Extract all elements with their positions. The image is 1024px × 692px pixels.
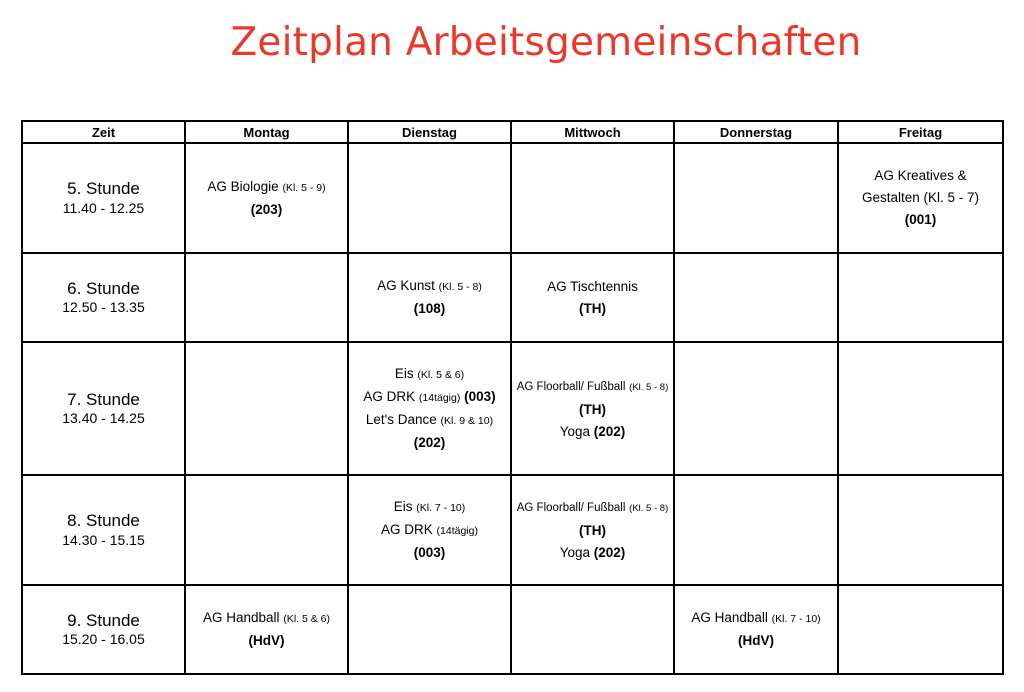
class-range: (Kl. 5 - 8) [629, 381, 669, 393]
room-label: (TH) [579, 300, 606, 316]
class-range: (Kl. 7 - 10) [416, 502, 466, 514]
course-name: AG Handball [691, 610, 768, 625]
course-name: Eis [393, 499, 413, 514]
time-cell [22, 585, 185, 674]
class-range: (Kl. 5 - 9) [282, 181, 326, 194]
cell-freitag [838, 253, 1003, 342]
cell-montag [185, 342, 348, 475]
cell-dienstag [348, 342, 511, 475]
header-montag: Montag [185, 121, 348, 143]
course-name: AG Tischtennis [547, 278, 638, 294]
room-label: (003) [413, 545, 446, 560]
room-label: (HdV) [248, 633, 285, 648]
cell-montag [185, 143, 348, 253]
room-label: (003) [464, 389, 496, 404]
cell-dienstag [348, 143, 511, 253]
room-label: (108) [413, 301, 446, 316]
header-freitag: Freitag [838, 121, 1003, 143]
period-label: 9. Stunde [67, 610, 140, 630]
room-label: (HdV) [738, 633, 774, 648]
course-name: Eis [394, 366, 414, 381]
course-name: Yoga [559, 545, 590, 560]
table-row [22, 475, 1003, 585]
header-zeit: Zeit [22, 121, 185, 143]
cell-dienstag [348, 585, 511, 674]
frequency-note: (14tägig) [436, 525, 478, 537]
cell-freitag [838, 585, 1003, 674]
time-range: 14.30 - 15.15 [62, 531, 145, 548]
room-label: (202) [593, 545, 626, 560]
table-row [22, 585, 1003, 674]
time-cell [22, 253, 185, 342]
class-range: (Kl. 5 - 8) [438, 281, 482, 293]
period-label: 5. Stunde [67, 179, 140, 199]
course-name: Yoga [559, 423, 590, 439]
cell-mittwoch [511, 342, 674, 475]
cell-mittwoch [511, 253, 674, 342]
room-label: (TH) [579, 401, 606, 417]
cell-montag [185, 585, 348, 674]
cell-donnerstag [674, 585, 838, 674]
course-name: AG DRK [363, 389, 416, 404]
room-label: (203) [250, 201, 283, 217]
time-range: 11.40 - 12.25 [62, 199, 145, 216]
cell-freitag [838, 342, 1003, 475]
room-label: (202) [593, 423, 626, 439]
time-cell [22, 143, 185, 253]
course-name: AG DRK [381, 522, 433, 537]
cell-freitag [838, 143, 1003, 253]
time-range: 15.20 - 16.05 [62, 631, 145, 648]
room-label: (TH) [579, 523, 606, 538]
schedule-table [21, 120, 1004, 675]
table-row [22, 143, 1003, 253]
cell-mittwoch [511, 585, 674, 674]
time-cell [22, 342, 185, 475]
course-name: Let's Dance [365, 412, 437, 427]
cell-donnerstag [674, 143, 838, 253]
class-range: (Kl. 5 & 6) [417, 369, 465, 381]
period-label: 7. Stunde [67, 389, 140, 409]
course-name: AG Floorball/ Fußball [516, 380, 626, 393]
cell-dienstag [348, 253, 511, 342]
time-cell [22, 475, 185, 585]
period-label: 8. Stunde [67, 511, 140, 531]
course-name-cont: Gestalten (Kl. 5 - 7) [861, 190, 980, 205]
cell-montag [185, 475, 348, 585]
cell-donnerstag [674, 342, 838, 475]
cell-dienstag [348, 475, 511, 585]
cell-montag [185, 253, 348, 342]
time-range: 13.40 - 14.25 [62, 410, 145, 427]
table-row [22, 342, 1003, 475]
course-name: AG Biologie [207, 178, 279, 194]
frequency-note: (14tägig) [418, 392, 461, 404]
cell-freitag [838, 475, 1003, 585]
class-range: (Kl. 7 - 10) [771, 613, 821, 625]
course-name: AG Handball [203, 610, 280, 625]
table-row [22, 253, 1003, 342]
cell-donnerstag [674, 475, 838, 585]
header-mittwoch: Mittwoch [511, 121, 674, 143]
header-donnerstag: Donnerstag [674, 121, 838, 143]
header-dienstag: Dienstag [348, 121, 511, 143]
cell-donnerstag [674, 253, 838, 342]
period-label: 6. Stunde [67, 278, 140, 298]
class-range: (Kl. 9 & 10) [440, 415, 494, 427]
class-range: (Kl. 5 - 8) [629, 503, 669, 514]
time-range: 12.50 - 13.35 [62, 299, 145, 316]
cell-mittwoch [511, 475, 674, 585]
header-row [22, 121, 1003, 143]
course-name: AG Kreatives & [874, 168, 967, 183]
room-label: (001) [904, 212, 937, 227]
class-range: (Kl. 5 & 6) [283, 613, 330, 625]
page-title: Zeitplan Arbeitsgemeinschaften [230, 20, 862, 65]
room-label: (202) [413, 435, 446, 450]
cell-mittwoch [511, 143, 674, 253]
course-name: AG Floorball/ Fußball [516, 502, 626, 514]
course-name: AG Kunst [377, 278, 435, 293]
